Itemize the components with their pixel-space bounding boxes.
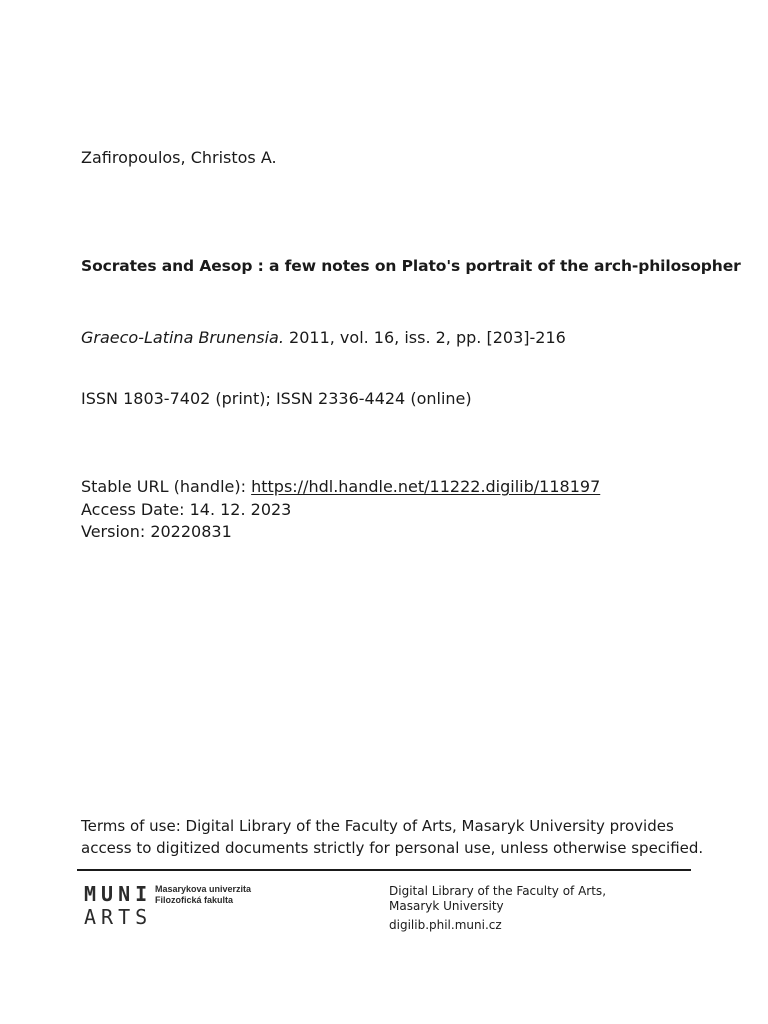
logo-faculty-name: Filozofická fakulta (155, 895, 234, 905)
version: Version: 20220831 (81, 522, 232, 541)
stable-url-label: Stable URL (handle): (81, 477, 252, 496)
citation-details: 2011, vol. 16, iss. 2, pp. [203]-216 (283, 328, 566, 347)
stable-url-line (81, 476, 600, 499)
stable-url-link[interactable]: https://hdl.handle.net/11222.digilib/118197 (251, 477, 601, 496)
footer-site: digilib.phil.muni.cz (389, 918, 502, 932)
terms-line-2: access to digitized documents strictly for personal use, unless otherwise specified. (81, 839, 704, 857)
muni-arts-logo (84, 884, 284, 934)
footer-line-1: Digital Library of the Faculty of Arts, (389, 884, 607, 898)
logo-university-name: Masarykova univerzita (155, 884, 252, 894)
citation (81, 328, 566, 347)
document-meta (81, 476, 600, 544)
issn: ISSN 1803-7402 (print); ISSN 2336-4424 (online) (81, 389, 472, 408)
document-title: Socrates and Aesop : a few notes on Plato's portrait of the arch-philosopher (81, 257, 741, 275)
access-date: Access Date: 14. 12. 2023 (81, 499, 292, 519)
logo-muni-text: MUNI (84, 882, 153, 906)
terms-of-use (81, 815, 703, 859)
journal-name: Graeco-Latina Brunensia. (81, 328, 284, 347)
author-name: Zafiropoulos, Christos A. (81, 148, 277, 167)
logo-arts-text: ARTS (84, 905, 153, 929)
footer-library-info (389, 884, 606, 933)
terms-line-1: Terms of use: Digital Library of the Faculty of Arts, Masaryk University provides (81, 817, 674, 835)
footer-line-2: Masaryk University (389, 899, 504, 913)
footer-divider (77, 869, 691, 871)
